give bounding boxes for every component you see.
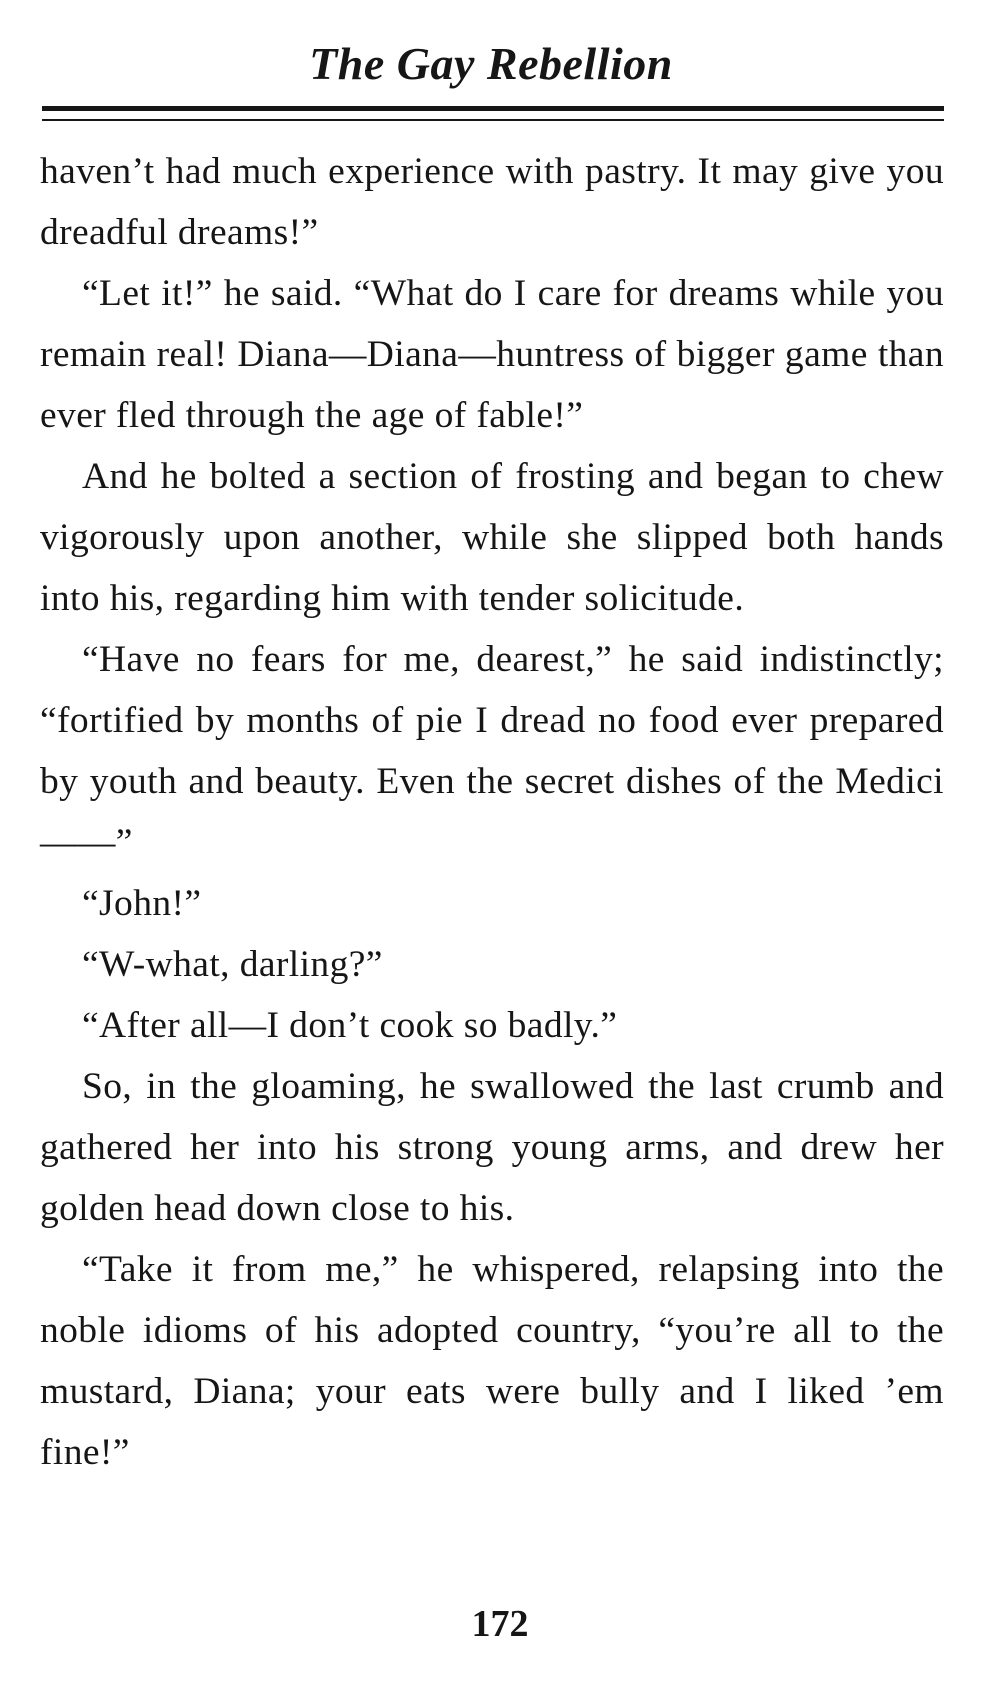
- running-title: The Gay Rebellion: [309, 38, 673, 89]
- paragraph: And he bolted a section of frosting and began to chew vigorously upon another, while she slipped both hands into his, regarding him with tender solicitude.: [40, 456, 944, 619]
- paragraph: “W-what, darling?”: [82, 944, 383, 985]
- paragraph-continued: haven’t had much experience with pastry. It may give you dreadful dreams!”: [40, 151, 944, 253]
- page-number: 172: [471, 1603, 529, 1645]
- paragraph: “John!”: [82, 883, 202, 924]
- paragraph: “Let it!” he said. “What do I care for dreams while you remain real! Diana—Diana—huntress of bigger game than ever fled through the age of fable!”: [40, 273, 944, 436]
- paragraph: So, in the gloaming, he swallowed the last crumb and gathered her into his strong young arms, and drew her golden head down close to his.: [40, 1066, 944, 1229]
- paragraph: “Take it from me,” he whispered, relapsing into the noble idioms of his adopted country, “you’re all to the mustard, Diana; your eats were bully and I liked ’em fine!”: [40, 1249, 944, 1473]
- header-rule-thick: [42, 106, 944, 111]
- paragraph: “After all—I don’t cook so badly.”: [82, 1005, 618, 1046]
- paragraph: “Have no fears for me, dearest,” he said indistinctly; “fortified by months of pie I dread no food ever prepared by youth and beauty. Even the secret dishes of the Medici——”: [40, 639, 944, 863]
- header-rule-thin: [42, 119, 944, 121]
- page-body-text: [40, 141, 944, 1483]
